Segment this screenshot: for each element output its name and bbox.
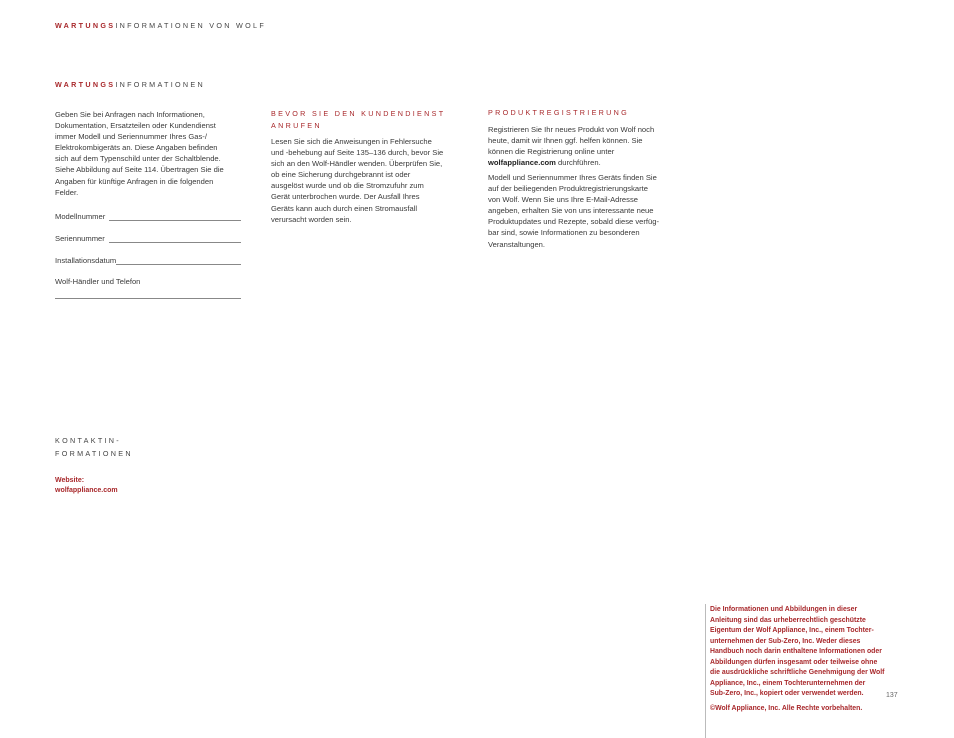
text-line: Sub-Zero, Inc., kopiert oder verwendet werden. [710, 690, 864, 697]
text-line: Modell und Seriennummer Ihres Geräts finden Sie [488, 173, 657, 182]
text-line: angeben, erhalten Sie von uns interessante neue [488, 206, 654, 216]
text-line: bar sind, sowie Informationen zu besonderen [488, 228, 640, 238]
header-rest: INFORMATIONEN VON WOLF [115, 21, 267, 30]
text-line: immer Modell und Seriennummer Ihres Gas-/ [55, 132, 207, 142]
registration-card-paragraph [488, 172, 659, 250]
text-line: Angaben für künftige Anfragen in die folgenden [55, 176, 214, 186]
text-line: Siehe Abbildung auf Seite 114. Übertragen Sie die [55, 165, 224, 175]
heading-line: KONTAKTIN- [55, 436, 121, 445]
text-line: Gerät unterbrochen wurde. Der Ausfall Ihres [271, 192, 420, 202]
dealer-phone-field[interactable] [55, 277, 241, 286]
intro-paragraph [55, 109, 224, 198]
heading-line: FORMATIONEN [55, 449, 133, 458]
footer-divider [705, 604, 706, 738]
website-label: Website: [55, 477, 85, 484]
text-line: Felder. [55, 187, 79, 197]
text-line: Handbuch noch darin enthaltene Informationen oder [710, 648, 882, 655]
header-red: WARTUNGS [55, 21, 116, 30]
registration-link[interactable]: wolfappliance.com [488, 158, 556, 168]
product-registration-heading: PRODUKTREGISTRIERUNG [488, 108, 630, 117]
field-label: Modellnummer [55, 212, 106, 221]
model-number-field[interactable] [55, 212, 241, 221]
before-service-heading [271, 108, 445, 132]
fill-line [116, 256, 241, 265]
website-link[interactable]: wolfappliance.com [55, 487, 118, 494]
field-label: Seriennummer [55, 234, 105, 243]
text-line-end: durchführen. [555, 158, 601, 168]
serial-number-field[interactable] [55, 234, 241, 243]
fill-line [109, 212, 241, 221]
section-title-red: WARTUNGS [55, 80, 116, 89]
text-line: Produktupdates und Rezepte, sobald diese verfüg- [488, 217, 659, 227]
text-line: Geben Sie bei Anfragen nach Informationen, [55, 110, 205, 119]
before-service-paragraph [271, 136, 443, 225]
text-line: ob eine Sicherung durchgebrannt ist oder [271, 170, 411, 180]
section-title [55, 80, 205, 89]
text-line: Appliance, Inc., einem Tochterunternehmen der [710, 679, 866, 687]
fill-line [109, 234, 241, 243]
dealer-phone-line [55, 298, 241, 299]
field-label: Wolf-Händler und Telefon [55, 277, 141, 286]
copyright-line: ©Wolf Appliance, Inc. Alle Rechte vorbehalten. [710, 704, 863, 712]
text-line: von Wolf. Wenn Sie uns Ihre E-Mail-Adresse [488, 195, 638, 205]
text-line: sich auf dem Typenschild unter der Schaltblende. [55, 154, 221, 164]
text-line: unternehmen der Sub-Zero, Inc. Weder dieses [710, 637, 861, 645]
text-line: Elektrokombigeräts an. Diese Angaben befinden [55, 143, 218, 153]
contact-heading [55, 434, 133, 460]
copyright-notice [710, 605, 884, 714]
text-line: Lesen Sie sich die Anweisungen in Fehlersuche [271, 137, 432, 146]
text-line: können die Registrierung online unter [488, 147, 615, 157]
text-line: Veranstaltungen. [488, 239, 545, 249]
text-line: Die Informationen und Abbildungen in dieser [710, 606, 858, 613]
running-header [55, 21, 266, 30]
text-line: sich an den Wolf-Händler wenden. Überprüfen Sie, [271, 159, 443, 169]
text-line: Dokumentation, Ersatzteilen oder Kundendienst [55, 121, 216, 131]
text-line: heute, damit wir Ihnen ggf. helfen können. Sie [488, 136, 643, 146]
heading-line: BEVOR SIE DEN KUNDENDIENST [271, 109, 446, 118]
text-line: ausgelöst wurde und ob die Stromzufuhr zum [271, 181, 424, 191]
heading-line: ANRUFEN [271, 121, 322, 130]
text-line: verursacht worden sein. [271, 214, 352, 224]
text-line: die ausdrückliche schriftliche Genehmigung der Wolf [710, 669, 885, 676]
section-title-rest: INFORMATIONEN [115, 80, 205, 89]
text-line: Abbildungen dürfen insgesamt oder teilweise ohne [710, 658, 878, 666]
text-line: Eigentum der Wolf Appliance, Inc., einem Tochter- [710, 627, 874, 634]
field-label: Installationsdatum [55, 256, 117, 265]
registration-paragraph [488, 124, 654, 168]
text-line: Geräts kann auch durch einen Stromausfall [271, 203, 418, 213]
text-line: auf der beiliegenden Produktregistrierungskarte [488, 184, 648, 194]
contact-website [55, 476, 118, 496]
installation-date-field[interactable] [55, 256, 241, 265]
text-line: und -behebung auf Seite 135–136 durch, bevor Sie [271, 148, 444, 158]
page-number: 137 [886, 692, 898, 699]
text-line: Anleitung sind das urheberrechtlich geschützte [710, 616, 866, 624]
text-line: Registrieren Sie Ihr neues Produkt von Wolf noch [488, 125, 655, 134]
